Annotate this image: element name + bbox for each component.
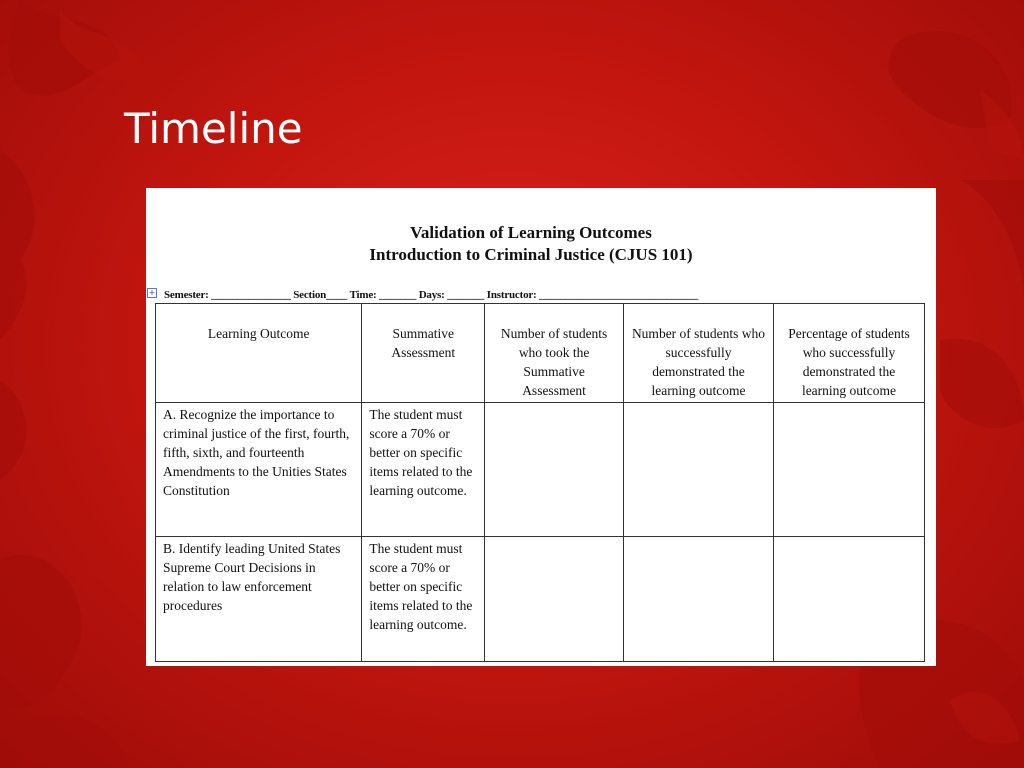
header-students-took: Number of students who took the Summative Assessment	[485, 304, 624, 403]
document-title: Validation of Learning Outcomes	[410, 223, 652, 242]
header-learning-outcome: Learning Outcome	[156, 304, 362, 403]
learning-outcomes-table	[155, 303, 925, 662]
header-students-demonstrated: Number of students who successfully demonstrated the learning outcome	[624, 304, 774, 403]
table-row	[156, 537, 925, 662]
table-expand-icon: +	[148, 288, 156, 297]
cell-learning-outcome: A. Recognize the importance to criminal justice of the first, fourth, fifth, sixth, and fourteenth Amendments to the Unities States Constitution	[156, 403, 362, 537]
cell-students-took	[485, 403, 624, 537]
table-header-row	[156, 304, 925, 403]
course-meta-line: Semester: _______________ Section____ Time: _______ Days: _______ Instructor: ______________________________	[164, 289, 699, 301]
cell-learning-outcome: B. Identify leading United States Supreme Court Decisions in relation to law enforcement procedures	[156, 537, 362, 662]
cell-students-demonstrated	[624, 403, 774, 537]
cell-summative-assessment: The student must score a 70% or better on specific items related to the learning outcome.	[362, 403, 485, 537]
slide-title: Timeline	[124, 104, 303, 153]
document-image	[146, 188, 936, 666]
cell-students-took	[485, 537, 624, 662]
cell-percentage	[773, 537, 924, 662]
table-row	[156, 403, 925, 537]
cell-students-demonstrated	[624, 537, 774, 662]
header-summative-assessment: Summative Assessment	[362, 304, 485, 403]
cell-summative-assessment: The student must score a 70% or better on specific items related to the learning outcome.	[362, 537, 485, 662]
document-subtitle: Introduction to Criminal Justice (CJUS 101)	[369, 245, 693, 264]
header-percentage-demonstrated: Percentage of students who successfully demonstrated the learning outcome	[773, 304, 924, 403]
cell-percentage	[773, 403, 924, 537]
